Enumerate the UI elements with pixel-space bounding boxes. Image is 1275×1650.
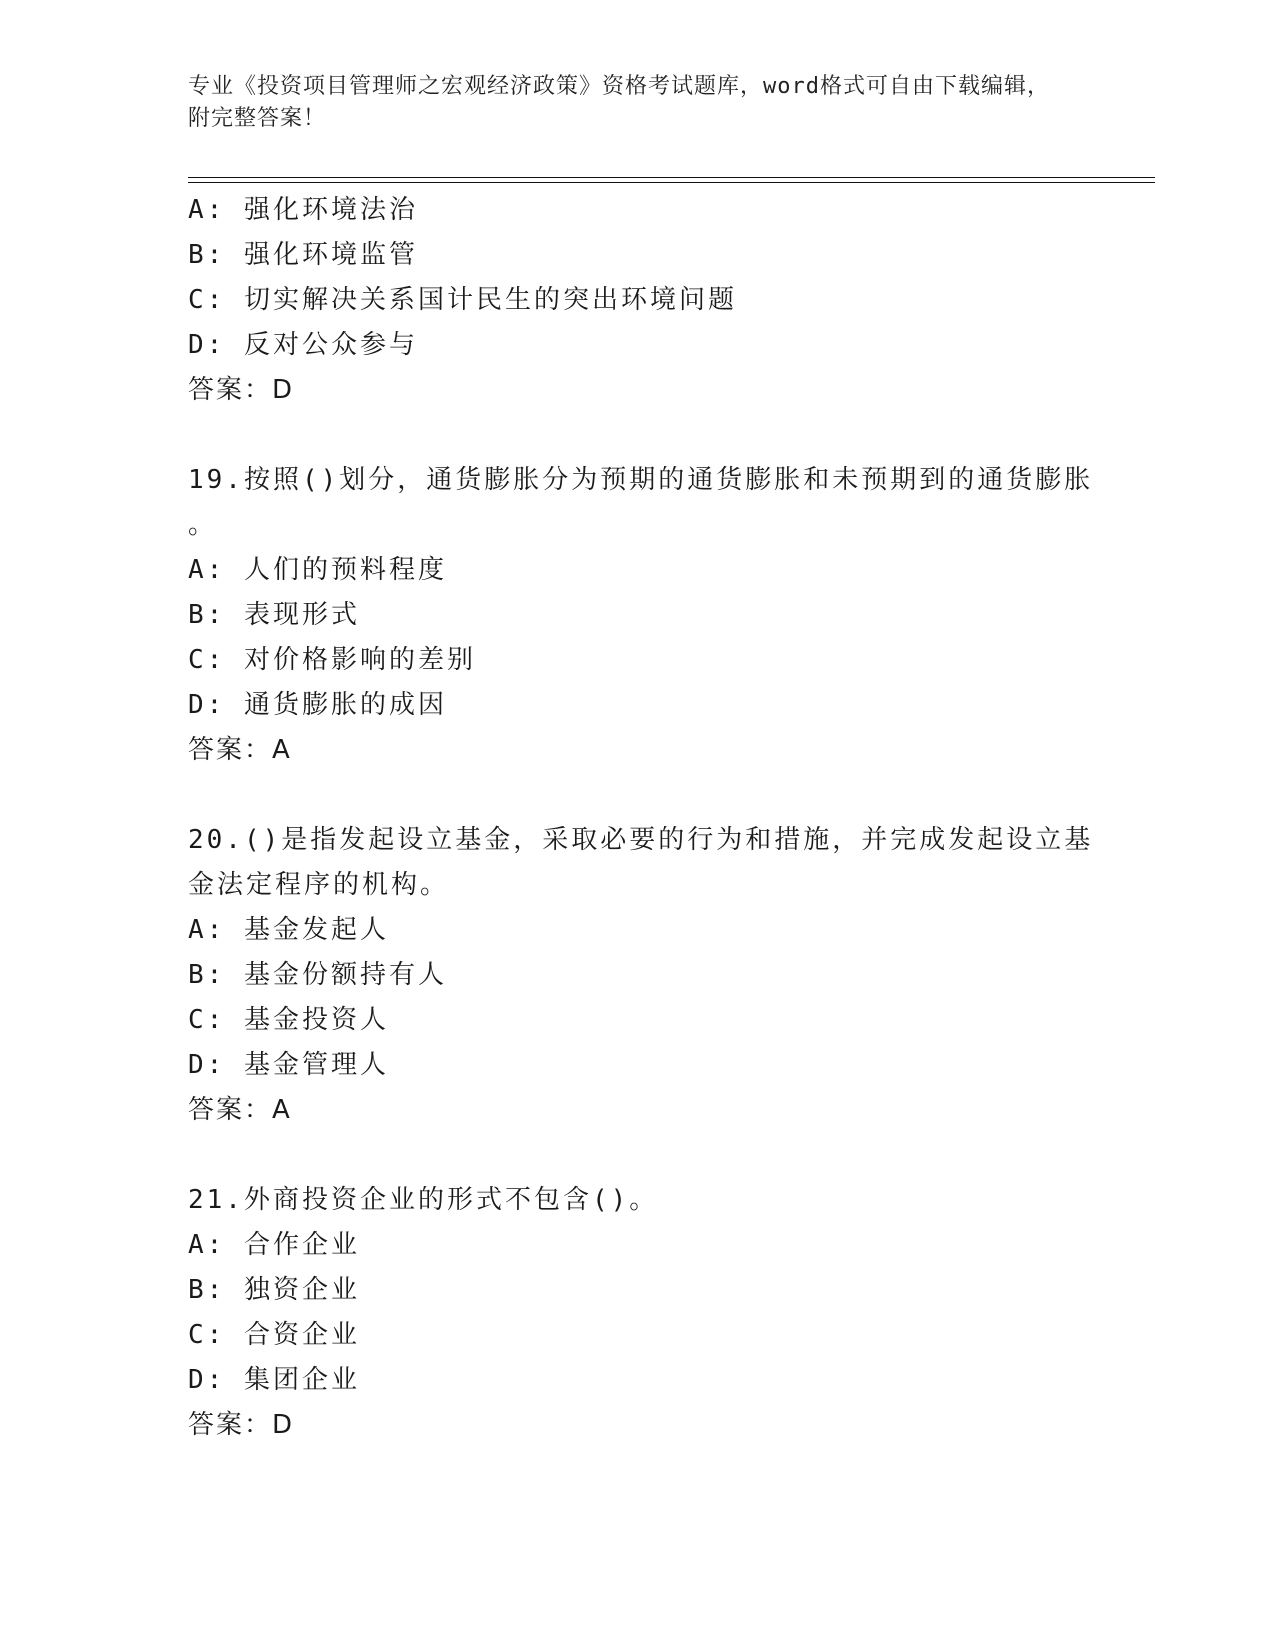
q18-option-d: D: 反对公众参与	[188, 330, 418, 360]
q20-question-line2: 金法定程序的机构。	[188, 870, 450, 900]
q19-option-c: C: 对价格影响的差别	[188, 645, 476, 675]
header-rule-bottom	[188, 182, 1155, 183]
q18-option-b: B: 强化环境监管	[188, 240, 418, 270]
q21-answer: 答案：D	[188, 1410, 295, 1440]
q19-option-d: D: 通货膨胀的成因	[188, 690, 447, 720]
q19-question-line1: 19.按照()划分，通货膨胀分为预期的通货膨胀和未预期到的通货膨胀	[188, 465, 1094, 495]
q20-question-line1: 20.()是指发起设立基金，采取必要的行为和措施，并完成发起设立基	[188, 825, 1094, 855]
q21-option-b: B: 独资企业	[188, 1275, 360, 1305]
q21-option-d: D: 集团企业	[188, 1365, 360, 1395]
q20-option-d: D: 基金管理人	[188, 1050, 389, 1080]
page-header: 专业《投资项目管理师之宏观经济政策》资格考试题库，word格式可自由下载编辑，附完整答案！	[188, 74, 1050, 131]
q20-option-b: B: 基金份额持有人	[188, 960, 447, 990]
q18-option-a: A: 强化环境法治	[188, 195, 418, 225]
q18-option-c: C: 切实解决关系国计民生的突出环境问题	[188, 285, 737, 315]
q18-answer: 答案：D	[188, 375, 295, 405]
q19-answer: 答案：A	[188, 735, 292, 765]
q21-option-a: A: 合作企业	[188, 1230, 360, 1260]
q19-option-b: B: 表现形式	[188, 600, 360, 630]
header-rule-top	[188, 177, 1155, 178]
q20-option-a: A: 基金发起人	[188, 915, 389, 945]
q19-question-line2: 。	[188, 510, 218, 540]
q21-question-line1: 21.外商投资企业的形式不包含()。	[188, 1185, 659, 1215]
q20-option-c: C: 基金投资人	[188, 1005, 389, 1035]
q20-answer: 答案：A	[188, 1095, 292, 1125]
q19-option-a: A: 人们的预料程度	[188, 555, 447, 585]
q21-option-c: C: 合资企业	[188, 1320, 360, 1350]
